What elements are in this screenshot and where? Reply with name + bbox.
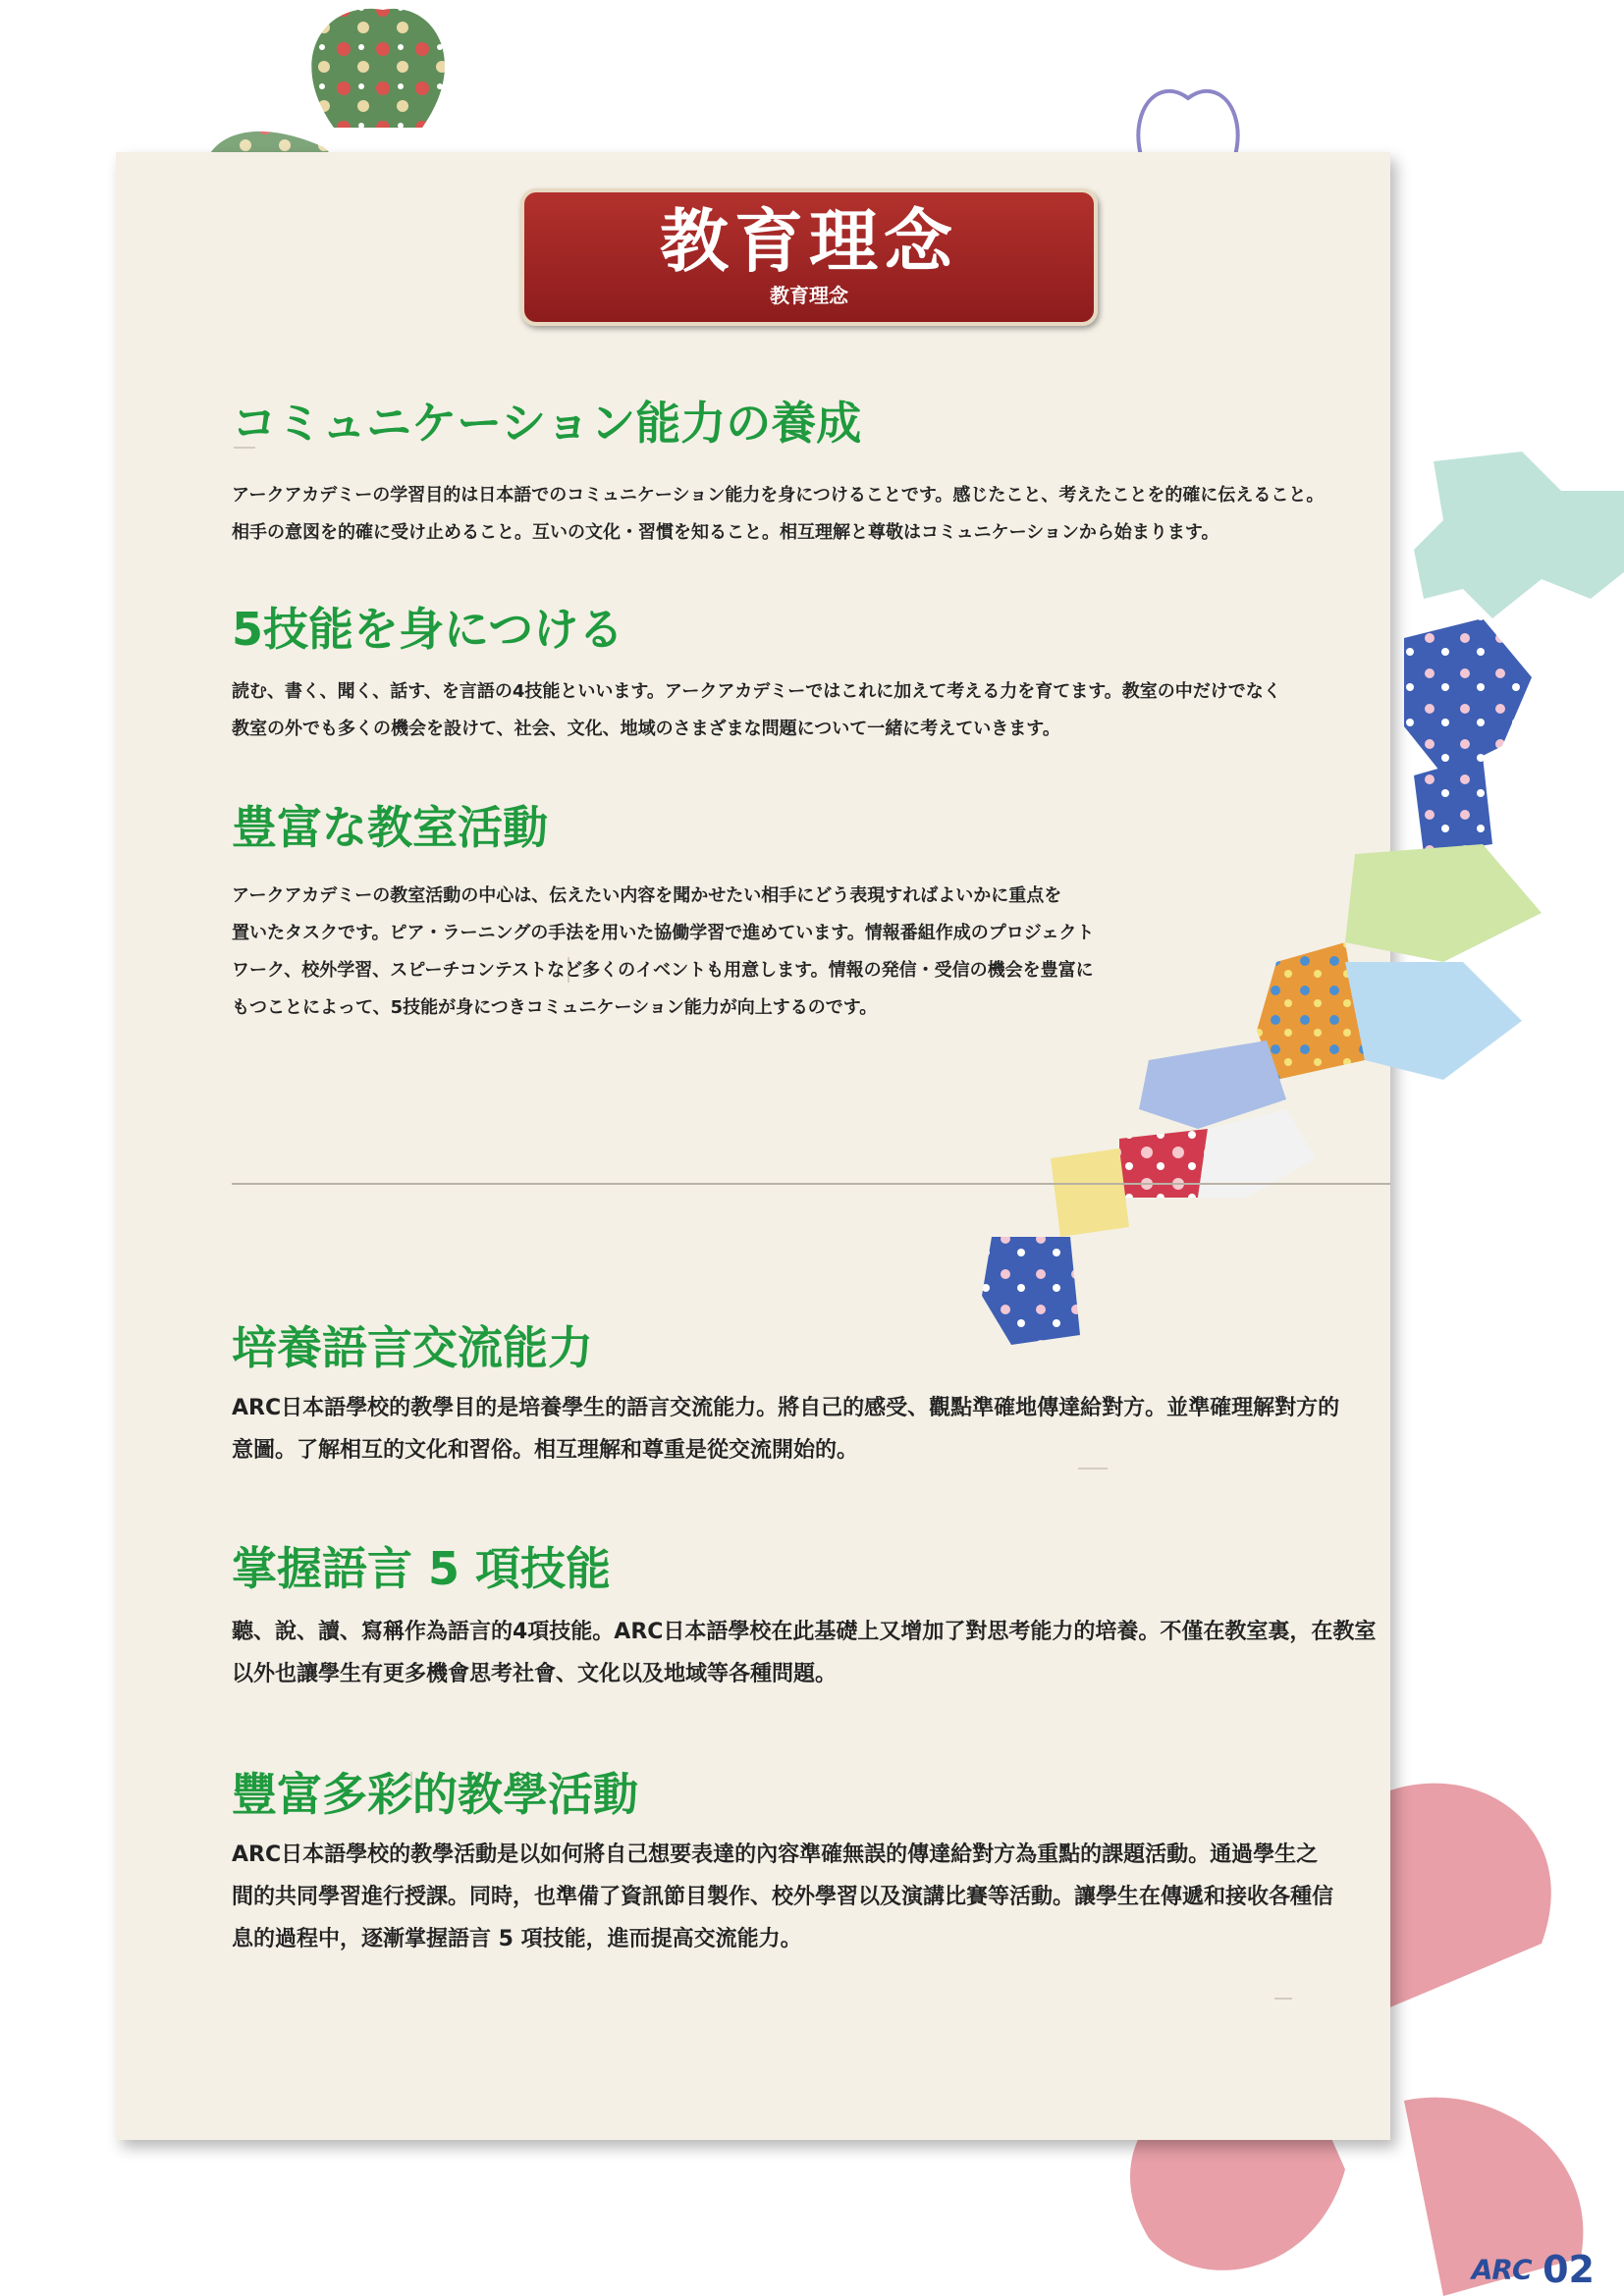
body-line: ARC日本語學校的教學目的是培養學生的語言交流能力。將自己的感受、觀點準確地傳達給對方。並準確理解對方的 xyxy=(232,1396,1340,1420)
body-line: アークアカデミーの学習目的は日本語でのコミュニケーション能力を身につけることです。感じたこと、考えたことを的確に伝えること。 xyxy=(232,485,1325,506)
arc-logo: ARC xyxy=(1471,2253,1532,2286)
section-heading-communication-ja: コミュニケーション能力の養成 xyxy=(232,397,862,450)
body-line: 教室の外でも多くの機会を設けて、社会、文化、地域のさまざまな問題について一緒に考えていきます。 xyxy=(232,719,1060,739)
title-banner xyxy=(520,188,1098,326)
body-line: 聽、說、讀、寫稱作為語言的4項技能。ARC日本語學校在此基礎上又增加了對思考能力的培養。不僅在教室裏，在教室 xyxy=(232,1620,1377,1644)
section-body-communication-zh xyxy=(232,1387,1339,1471)
body-line: 意圖。了解相互的文化和習俗。相互理解和尊重是從交流開始的。 xyxy=(232,1438,859,1463)
page-title: 教育理念 xyxy=(660,201,958,282)
body-line: アークアカデミーの教室活動の中心は、伝えたい内容を聞かせたい相手にどう表現すればよいかに重点を xyxy=(232,885,1062,906)
body-line: もつことによって、5技能が身につきコミュニケーション能力が向上するのです。 xyxy=(232,997,878,1018)
section-body-five-skills-ja xyxy=(232,673,1281,748)
section-body-classroom-ja xyxy=(232,878,1094,1027)
section-body-five-skills-zh xyxy=(232,1611,1376,1695)
section-divider xyxy=(232,1183,1390,1185)
body-line: ワーク、校外学習、スピーチコンテストなど多くのイベントも用意します。情報の発信・受信の機会を豊富に xyxy=(232,960,1094,981)
body-line: 息的過程中，逐漸掌握語言 5 項技能，進而提高交流能力。 xyxy=(232,1927,802,1951)
body-line: ARC日本語學校的教學活動是以如何將自己想要表達的內容準確無誤的傳達給對方為重點的課題活動。通過學生之 xyxy=(232,1842,1319,1867)
body-line: 置いたタスクです。ピア・ラーニングの手法を用いた協働学習で進めています。情報番組作成のプロジェクト xyxy=(232,923,1095,943)
section-heading-communication-zh: 培養語言交流能力 xyxy=(232,1321,593,1374)
body-line: 間的共同學習進行授課。同時，也準備了資訊節目製作、校外學習以及演講比賽等活動。讓學生在傳遞和接收各種信 xyxy=(232,1885,1334,1909)
section-heading-five-skills-zh: 掌握語言 5 項技能 xyxy=(232,1542,612,1595)
section-heading-classroom-ja: 豊富な教室活動 xyxy=(232,801,548,854)
body-line: 相手の意図を的確に受け止めること。互いの文化・習慣を知ること。相互理解と尊敬はコミュニケーションから始まります。 xyxy=(232,522,1219,543)
section-heading-five-skills-ja: 5技能を身につける xyxy=(232,603,624,656)
section-body-activities-zh xyxy=(232,1834,1333,1960)
body-line: 以外也讓學生有更多機會思考社會、文化以及地域等各種問題。 xyxy=(232,1662,838,1686)
page-subtitle: 教育理念 xyxy=(770,284,848,307)
section-heading-activities-zh: 豐富多彩的教學活動 xyxy=(232,1768,638,1821)
body-line: 読む、書く、聞く、話す、を言語の4技能といいます。アークアカデミーではこれに加えて考える力を育てます。教室の中だけでなく xyxy=(232,681,1281,702)
section-body-communication-ja xyxy=(232,477,1324,552)
page-footer xyxy=(1471,2248,1595,2291)
page-number: 02 xyxy=(1543,2248,1595,2291)
